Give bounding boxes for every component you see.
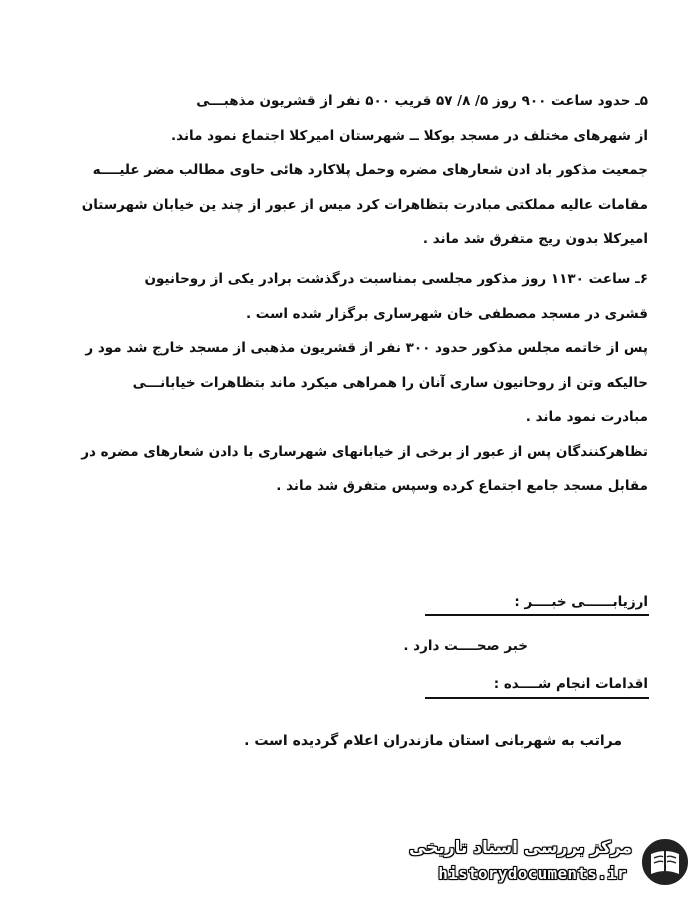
paragraph-5-line: ۵ـ حدود ساعت ۹۰۰ روز ۵/ ۸/ ۵۷ قریب ۵۰۰ نفر از قشریون مذهبـــی [196,93,648,109]
paragraph-6-line: قشری در مسجد مصطفی خان شهرساری برگزار شده است . [245,305,648,322]
watermark [409,830,697,894]
watermark-title: مرکز بررسی اسناد تاریخی [409,838,632,858]
assessment-value: خبر صحــــت دارد . [403,638,528,654]
actions-taken-label: اقدامات انجام شــــده : [493,676,648,692]
source-assessment-label: ارزیابــــــی خبــــر : [514,594,648,610]
paragraph-6-line: تظاهرکنندگان پس از عبور از برخی از خیابانهای شهرساری با دادن شعارهای مضره در [81,443,648,460]
paragraph-5-line: از شهرهای مختلف در مسجد بوکلا ــ شهرستان امیرکلا اجتماع نمود ماند. [171,127,648,144]
paragraph-6-line: حالیکه وتن از روحانیون ساری آنان را همراهی میکرد ماند بتظاهرات خیابانـــی [132,374,648,391]
paragraph-5-line: امیرکلا بدون ریج متفرق شد ماند . [422,231,648,247]
assessment-section [48,0,648,897]
paragraph-5-line: جمعیت مذکور باد ادن شعارهای مضره وحمل پلاکارد هائی حاوی مطالب مضر علیــــه [92,162,648,178]
source-label-underline [425,614,649,616]
paragraph-5-line: مقامات عالیه مملکتی مبادرت بتظاهرات کرد میس از عبور از چند ین خیابان شهرستان [81,196,648,213]
action-label-underline [425,697,649,699]
paragraph-6-line: مبادرت نمود ماند . [525,409,648,425]
watermark-url: historydocuments.ir [438,864,627,883]
closing-line: مراتب به شهربانی استان مازندران اعلام گردیده است . [244,733,622,749]
paragraph-6-line: مقابل مسجد جامع اجتماع کرده وسپس متفرق شد ماند . [276,478,648,494]
paragraph-6-line: ۶ـ ساعت ۱۱۳۰ روز مذکور مجلسی بمناسبت درگذشت برادر یکی از روحانیون [144,271,648,287]
book-logo-icon [639,836,691,888]
paragraph-6-line: پس از خاتمه مجلس مذکور حدود ۳۰۰ نفر از قشریون مذهبی از مسجد خارج شد مود ر [85,340,648,356]
